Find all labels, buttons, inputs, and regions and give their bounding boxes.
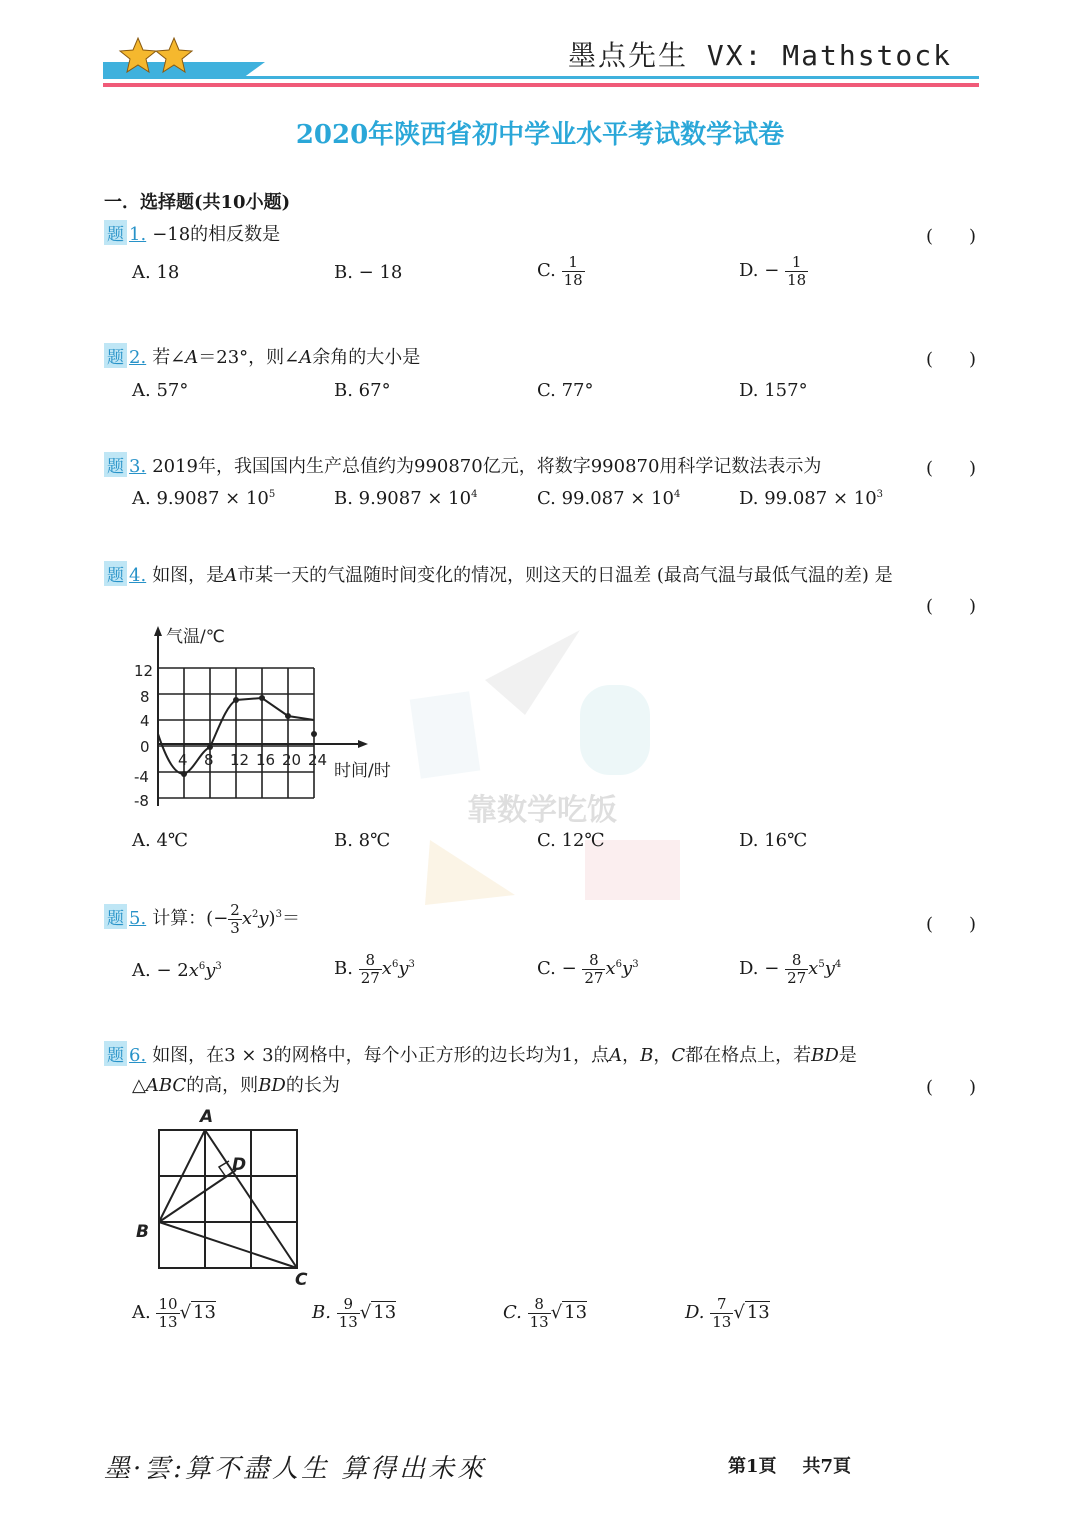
data-point — [311, 731, 317, 737]
exponent: 6 — [615, 959, 623, 970]
exponent: 4 — [471, 489, 478, 500]
data-point — [181, 771, 187, 777]
fraction — [228, 902, 242, 936]
var-x: x — [605, 958, 616, 979]
numerator: 8 — [528, 1296, 551, 1314]
x-tick-label: 8 — [204, 751, 214, 769]
option-c — [537, 254, 585, 288]
option-a: A. 57° — [132, 380, 189, 401]
option-label: B. — [334, 958, 353, 979]
option-b: B. 67° — [334, 380, 391, 401]
option-b — [334, 952, 415, 986]
page-title: 2020年陕西省初中学业水平考试数学试卷 — [295, 120, 785, 150]
option-text: D. 99.087 × 10 — [739, 488, 877, 509]
chart-x-label: 时间/时 — [334, 761, 391, 781]
x-axis-arrow — [358, 740, 368, 748]
page-number: 第1頁 — [728, 1456, 777, 1477]
triangle-name: ABC — [145, 1075, 187, 1096]
option-a: A. 18 — [132, 262, 180, 283]
question-tag: 题 — [104, 220, 127, 245]
numerator: 1 — [785, 254, 808, 272]
x-tick-label: 4 — [178, 751, 188, 769]
option-b: B. − 18 — [334, 262, 403, 283]
numerator: 2 — [230, 901, 240, 919]
denominator: 18 — [787, 270, 807, 289]
data-point — [259, 695, 265, 701]
question-5 — [104, 902, 300, 936]
option-a: A. $\frac{10}{13}$ √ 13 — [132, 1295, 216, 1331]
label-c: C — [295, 1270, 308, 1289]
chart-x-ticks — [178, 751, 327, 769]
question-number: 6. — [129, 1045, 147, 1066]
footer-motto: 墨·雲:算不盡人生 算得出未來 — [104, 1454, 487, 1484]
var-y: y — [622, 958, 633, 979]
grid-border — [159, 1130, 297, 1268]
fraction — [710, 1296, 733, 1330]
stem-part: 如图，是 — [152, 565, 225, 586]
stem-part: 如图，在3 × 3的网格中，每个小正方形的边长均为1，点 — [152, 1045, 610, 1066]
exponent: 4 — [834, 959, 842, 970]
exponent: 3 — [876, 489, 884, 500]
stem-part: 是 — [838, 1045, 857, 1066]
option-c: C. 77° — [537, 380, 594, 401]
denominator: 13 — [712, 1312, 732, 1331]
option-c — [537, 952, 639, 986]
answer-paren: ( ) — [925, 458, 976, 479]
question-tag: 题 — [104, 1041, 127, 1066]
temperature-chart — [128, 620, 418, 830]
var-x: x — [241, 908, 252, 929]
x-tick-label: 16 — [256, 751, 276, 769]
numerator: 7 — [710, 1296, 733, 1314]
stem-part: 余角的大小是 — [312, 347, 421, 368]
exponent: 3 — [215, 961, 222, 972]
exponent: 3 — [632, 959, 639, 970]
numerator: 10 — [158, 1295, 178, 1313]
numerator: 8 — [785, 952, 808, 970]
radicand: 13 — [564, 1302, 588, 1323]
denominator: 13 — [158, 1312, 178, 1331]
question-stem: 2019年，我国国内生产总值约为990870亿元，将数字990870用科学记数法表示为 — [152, 456, 822, 477]
exponent: 5 — [268, 489, 276, 500]
point-a: A — [609, 1045, 623, 1066]
option-a — [132, 488, 275, 509]
stem-part: 市某一天的气温随时间变化的情况，则这天的日温差 (最高气温与最低气温的差) 是 — [237, 565, 893, 586]
var-y: y — [398, 958, 409, 979]
denominator: 18 — [563, 270, 583, 289]
var-y: y — [258, 908, 269, 929]
numerator: 8 — [359, 952, 382, 970]
numerator: 9 — [337, 1296, 360, 1314]
question-tag: 题 — [104, 452, 127, 477]
stem-part: 的高，则 — [186, 1075, 259, 1096]
fraction — [785, 952, 808, 986]
exponent: 4 — [674, 489, 681, 500]
question-tag: 题 — [104, 904, 127, 929]
option-d: D. 16℃ — [739, 830, 808, 851]
answer-paren: ( ) — [925, 1077, 976, 1098]
numerator: 8 — [582, 952, 605, 970]
chart-y-ticks — [134, 662, 153, 810]
option-d — [739, 488, 883, 509]
star-icon — [156, 38, 192, 72]
label-b: B — [136, 1222, 149, 1242]
option-text: B. 9.9087 × 10 — [334, 488, 472, 509]
option-label: C. − — [537, 958, 577, 979]
stem-part: ＝ — [281, 908, 300, 929]
fraction — [337, 1296, 360, 1330]
paper-plane-icon — [485, 630, 580, 715]
side-bc — [159, 1222, 297, 1268]
denominator: 27 — [584, 968, 604, 987]
answer-paren: ( ) — [925, 596, 976, 617]
data-point — [207, 744, 213, 750]
chart-grid — [158, 668, 314, 798]
fraction — [562, 254, 585, 288]
data-point — [285, 713, 291, 719]
y-tick-label: -8 — [134, 792, 149, 810]
watermark-text: 靠数学吃饭 — [467, 793, 617, 828]
fraction — [359, 952, 382, 986]
option-c: C. $\frac{8}{13}$ √ 13 — [503, 1295, 588, 1331]
exponent: 2 — [252, 909, 259, 920]
watermark-illustration — [405, 620, 705, 920]
radicand: 13 — [193, 1302, 216, 1323]
var-y: y — [205, 960, 216, 981]
y-tick-label: 4 — [140, 712, 150, 730]
stem-part: 计算：(− — [152, 908, 229, 929]
triangle-ruler-icon — [425, 840, 515, 905]
denominator: 27 — [360, 968, 380, 987]
option-text: C. 99.087 × 10 — [537, 488, 674, 509]
header-line-blue — [103, 76, 979, 79]
option-label: C. — [537, 260, 556, 281]
option-label: A. − 2 — [132, 960, 189, 981]
var-x: x — [188, 960, 199, 981]
denominator: 27 — [787, 968, 807, 987]
data-point — [233, 697, 239, 703]
var-x: x — [381, 958, 392, 979]
question-6 — [104, 1041, 857, 1067]
stem-part: 的长为 — [285, 1075, 340, 1096]
answer-paren: ( ) — [925, 914, 976, 935]
y-tick-label: 12 — [134, 662, 154, 680]
y-tick-label: 8 — [140, 688, 150, 706]
fraction — [528, 1296, 551, 1330]
stars-logo — [118, 36, 198, 76]
point-c: C — [671, 1045, 686, 1066]
segment-bd: BD — [258, 1075, 286, 1096]
question-tag: 题 — [104, 561, 127, 586]
exponent: 6 — [391, 959, 399, 970]
answer-paren: ( ) — [925, 226, 976, 247]
exponent: 5 — [818, 959, 825, 970]
segment-bd: BD — [811, 1045, 839, 1066]
option-b: B. 8℃ — [334, 830, 391, 851]
fraction — [156, 1296, 179, 1330]
chart-y-label: 气温/℃ — [166, 627, 225, 647]
question-3 — [104, 452, 821, 478]
footer-pagination — [728, 1452, 877, 1478]
notebook-icon — [410, 691, 481, 779]
radicand: 13 — [746, 1302, 770, 1323]
option-label: B. — [312, 1302, 331, 1323]
stem-part: 都在格点上，若 — [685, 1045, 812, 1066]
question-1 — [104, 220, 280, 246]
stem-part: ) — [268, 908, 276, 929]
stem-var: A — [185, 347, 199, 368]
option-b — [334, 488, 477, 509]
exponent: 3 — [275, 909, 282, 920]
y-tick-label: -4 — [134, 768, 149, 786]
option-label: D. − — [739, 958, 780, 979]
exponent: 3 — [408, 959, 415, 970]
option-d — [739, 254, 808, 288]
option-c — [537, 488, 680, 509]
y-tick-label: 0 — [140, 738, 150, 756]
section-heading: 一．选择题(共10小题) — [104, 192, 291, 213]
denominator: 3 — [230, 918, 240, 937]
option-c: C. 12℃ — [537, 830, 605, 851]
option-a — [132, 960, 222, 981]
stem-part: ， — [653, 1045, 672, 1066]
var-x: x — [808, 958, 819, 979]
question-stem: −18的相反数是 — [152, 224, 281, 245]
option-a: A. 4℃ — [132, 830, 189, 851]
question-4 — [104, 561, 964, 587]
stem-part: △ — [132, 1075, 146, 1096]
question-6-line2 — [132, 1071, 340, 1097]
question-number: 3. — [129, 456, 147, 477]
denominator: 13 — [338, 1312, 358, 1331]
star-icon — [120, 38, 156, 72]
question-number: 4. — [129, 565, 147, 586]
stem-part: ＝23°，则∠ — [198, 347, 300, 368]
stem-var: A — [299, 347, 313, 368]
option-label: D. − — [739, 260, 780, 281]
option-d: D. $\frac{7}{13}$ √ 13 — [685, 1295, 770, 1331]
x-tick-label: 20 — [282, 751, 302, 769]
label-d: D — [232, 1155, 247, 1175]
option-d — [739, 952, 841, 986]
ruler-icon — [580, 685, 650, 775]
point-b: B — [640, 1045, 654, 1066]
x-tick-label: 24 — [308, 751, 328, 769]
stem-var: A — [224, 565, 238, 586]
option-b: B. $\frac{9}{13}$ √ 13 — [312, 1295, 397, 1331]
question-2 — [104, 343, 420, 369]
numerator: 1 — [562, 254, 585, 272]
header-brand: 墨点先生 VX: Mathstock — [567, 39, 952, 72]
stem-part: ， — [622, 1045, 641, 1066]
header-line-red — [103, 83, 979, 87]
question-number: 5. — [129, 908, 147, 929]
question-number: 1. — [129, 224, 147, 245]
option-label: A. — [132, 1302, 151, 1323]
question-number: 2. — [129, 347, 147, 368]
x-tick-label: 12 — [230, 751, 250, 769]
var-y: y — [824, 958, 835, 979]
y-axis-arrow — [154, 626, 162, 636]
height-bd — [159, 1170, 236, 1222]
fraction — [785, 254, 808, 288]
denominator: 13 — [529, 1312, 549, 1331]
label-a: A — [200, 1107, 214, 1127]
exponent: 6 — [198, 961, 206, 972]
option-text: A. 9.9087 × 10 — [132, 488, 269, 509]
page-total: 共7頁 — [802, 1456, 852, 1477]
fraction — [582, 952, 605, 986]
option-label: D. — [685, 1302, 705, 1323]
option-label: C. — [503, 1302, 522, 1323]
radicand: 13 — [373, 1302, 397, 1323]
stem-part: 若∠ — [152, 347, 186, 368]
answer-paren: ( ) — [925, 349, 976, 370]
question-tag: 题 — [104, 343, 127, 368]
option-d: D. 157° — [739, 380, 808, 401]
grid-triangle-figure — [128, 1104, 328, 1289]
